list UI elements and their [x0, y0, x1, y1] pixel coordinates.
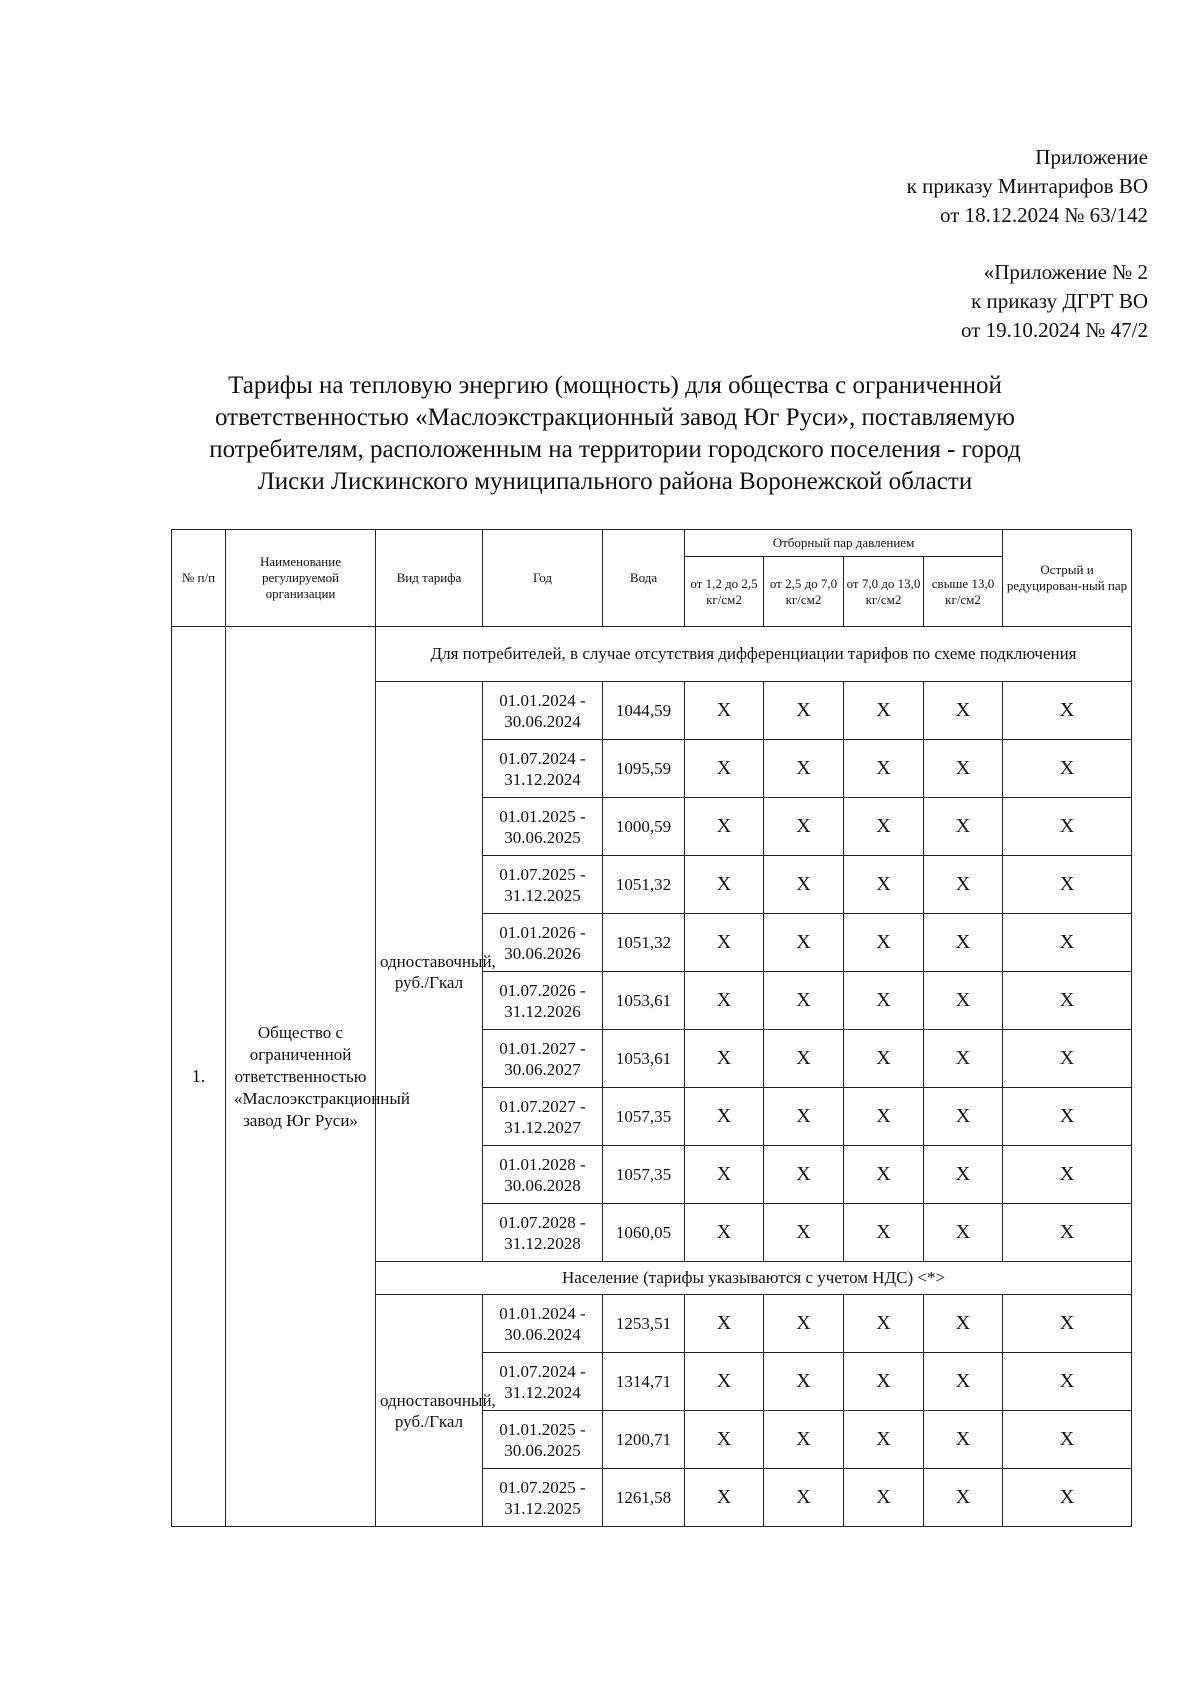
header-pressure-4: свыше 13,0 кг/см2 [924, 557, 1003, 627]
period-cell: 01.07.2026 - 31.12.2026 [483, 972, 603, 1030]
header-sharp-steam: Острый и редуцирован-ный пар [1003, 530, 1132, 627]
period-cell: 01.07.2027 - 31.12.2027 [483, 1088, 603, 1146]
period-cell: 01.07.2024 - 31.12.2024 [483, 740, 603, 798]
pressure-3-cell: X [844, 798, 924, 856]
water-tariff-cell: 1314,71 [603, 1353, 685, 1411]
pressure-3-cell: X [844, 1411, 924, 1469]
header-pressure-1: от 1,2 до 2,5 кг/см2 [685, 557, 764, 627]
water-tariff-cell: 1253,51 [603, 1295, 685, 1353]
appendix-header-line: Приложение [1035, 145, 1148, 169]
pressure-1-cell: X [685, 740, 764, 798]
prior-appendix-line: от 19.10.2024 № 47/2 [960, 318, 1148, 342]
sharp-steam-cell: X [1003, 1146, 1132, 1204]
sharp-steam-cell: X [1003, 798, 1132, 856]
pressure-4-cell: X [924, 914, 1003, 972]
sharp-steam-cell: X [1003, 1469, 1132, 1527]
period-cell: 01.01.2024 - 30.06.2024 [483, 682, 603, 740]
water-tariff-cell: 1095,59 [603, 740, 685, 798]
pressure-2-cell: X [764, 1411, 844, 1469]
water-tariff-cell: 1051,32 [603, 856, 685, 914]
water-tariff-cell: 1053,61 [603, 1030, 685, 1088]
pressure-2-cell: X [764, 1353, 844, 1411]
water-tariff-cell: 1057,35 [603, 1146, 685, 1204]
organization-name: Общество с ограниченной ответственностью «Маслоэкстракционный завод Юг Руси» [226, 627, 376, 1527]
appendix-header [907, 143, 1148, 230]
pressure-2-cell: X [764, 1146, 844, 1204]
header-num: № п/п [172, 530, 226, 627]
pressure-1-cell: X [685, 972, 764, 1030]
period-cell: 01.01.2026 - 30.06.2026 [483, 914, 603, 972]
pressure-2-cell: X [764, 1469, 844, 1527]
pressure-2-cell: X [764, 1088, 844, 1146]
header-year: Год [483, 530, 603, 627]
pressure-3-cell: X [844, 1030, 924, 1088]
appendix-header-line: от 18.12.2024 № 63/142 [939, 203, 1148, 227]
tariff-table [171, 529, 1132, 1527]
sharp-steam-cell: X [1003, 1411, 1132, 1469]
period-cell: 01.07.2024 - 31.12.2024 [483, 1353, 603, 1411]
pressure-3-cell: X [844, 1146, 924, 1204]
pressure-4-cell: X [924, 1204, 1003, 1262]
header-water: Вода [603, 530, 685, 627]
tariff-type-cell: одноставочный, руб./Гкал [376, 682, 483, 1262]
prior-appendix-line: к приказу ДГРТ ВО [971, 289, 1148, 313]
tariff-type-cell: одноставочный, руб./Гкал [376, 1295, 483, 1527]
sharp-steam-cell: X [1003, 740, 1132, 798]
pressure-1-cell: X [685, 1353, 764, 1411]
section-title: Для потребителей, в случае отсутствия дифференциации тарифов по схеме подключения [376, 627, 1132, 682]
pressure-1-cell: X [685, 1030, 764, 1088]
pressure-3-cell: X [844, 1469, 924, 1527]
period-cell: 01.07.2028 - 31.12.2028 [483, 1204, 603, 1262]
pressure-1-cell: X [685, 1146, 764, 1204]
header-pressure-3: от 7,0 до 13,0 кг/см2 [844, 557, 924, 627]
pressure-3-cell: X [844, 914, 924, 972]
pressure-4-cell: X [924, 1411, 1003, 1469]
water-tariff-cell: 1261,58 [603, 1469, 685, 1527]
pressure-2-cell: X [764, 972, 844, 1030]
pressure-4-cell: X [924, 1146, 1003, 1204]
pressure-2-cell: X [764, 740, 844, 798]
title-line: потребителям, расположенным на территории городского поселения - город [209, 436, 1021, 463]
prior-appendix-header [961, 258, 1148, 345]
header-org-name: Наименование регулируемой организации [226, 530, 376, 627]
pressure-1-cell: X [685, 1088, 764, 1146]
pressure-4-cell: X [924, 682, 1003, 740]
title-line: Тарифы на тепловую энергию (мощность) для общества с ограниченной [228, 372, 1002, 399]
period-cell: 01.07.2025 - 31.12.2025 [483, 1469, 603, 1527]
water-tariff-cell: 1060,05 [603, 1204, 685, 1262]
water-tariff-cell: 1051,32 [603, 914, 685, 972]
pressure-4-cell: X [924, 1030, 1003, 1088]
water-tariff-cell: 1057,35 [603, 1088, 685, 1146]
period-cell: 01.01.2027 - 30.06.2027 [483, 1030, 603, 1088]
pressure-3-cell: X [844, 1353, 924, 1411]
period-cell: 01.01.2025 - 30.06.2025 [483, 1411, 603, 1469]
pressure-3-cell: X [844, 972, 924, 1030]
period-cell: 01.01.2028 - 30.06.2028 [483, 1146, 603, 1204]
sharp-steam-cell: X [1003, 972, 1132, 1030]
pressure-1-cell: X [685, 798, 764, 856]
section-title: Население (тарифы указываются с учетом НДС) <*> [376, 1262, 1132, 1295]
row-number: 1. [172, 627, 226, 1527]
pressure-1-cell: X [685, 682, 764, 740]
pressure-2-cell: X [764, 914, 844, 972]
pressure-3-cell: X [844, 682, 924, 740]
header-tariff-type: Вид тарифа [376, 530, 483, 627]
pressure-1-cell: X [685, 1295, 764, 1353]
pressure-4-cell: X [924, 1295, 1003, 1353]
period-cell: 01.07.2025 - 31.12.2025 [483, 856, 603, 914]
sharp-steam-cell: X [1003, 1204, 1132, 1262]
pressure-4-cell: X [924, 856, 1003, 914]
header-pressure-2: от 2,5 до 7,0 кг/см2 [764, 557, 844, 627]
period-cell: 01.01.2024 - 30.06.2024 [483, 1295, 603, 1353]
pressure-1-cell: X [685, 1204, 764, 1262]
sharp-steam-cell: X [1003, 856, 1132, 914]
sharp-steam-cell: X [1003, 1088, 1132, 1146]
pressure-4-cell: X [924, 798, 1003, 856]
pressure-4-cell: X [924, 1088, 1003, 1146]
pressure-3-cell: X [844, 856, 924, 914]
sharp-steam-cell: X [1003, 914, 1132, 972]
sharp-steam-cell: X [1003, 1030, 1132, 1088]
pressure-2-cell: X [764, 1030, 844, 1088]
pressure-4-cell: X [924, 1353, 1003, 1411]
sharp-steam-cell: X [1003, 1353, 1132, 1411]
prior-appendix-line: «Приложение № 2 [983, 260, 1148, 284]
pressure-3-cell: X [844, 1204, 924, 1262]
pressure-1-cell: X [685, 856, 764, 914]
pressure-2-cell: X [764, 1295, 844, 1353]
water-tariff-cell: 1044,59 [603, 682, 685, 740]
water-tariff-cell: 1200,71 [603, 1411, 685, 1469]
pressure-1-cell: X [685, 1411, 764, 1469]
pressure-4-cell: X [924, 972, 1003, 1030]
pressure-3-cell: X [844, 1088, 924, 1146]
pressure-2-cell: X [764, 682, 844, 740]
document-title [150, 370, 1080, 498]
sharp-steam-cell: X [1003, 1295, 1132, 1353]
appendix-header-line: к приказу Минтарифов ВО [906, 174, 1148, 198]
title-line: ответственностью «Маслоэкстракционный завод Юг Руси», поставляемую [215, 404, 1015, 431]
water-tariff-cell: 1053,61 [603, 972, 685, 1030]
sharp-steam-cell: X [1003, 682, 1132, 740]
pressure-3-cell: X [844, 740, 924, 798]
pressure-1-cell: X [685, 1469, 764, 1527]
header-selected-steam: Отборный пар давлением [685, 530, 1003, 557]
pressure-2-cell: X [764, 856, 844, 914]
pressure-4-cell: X [924, 740, 1003, 798]
pressure-4-cell: X [924, 1469, 1003, 1527]
pressure-1-cell: X [685, 914, 764, 972]
pressure-2-cell: X [764, 798, 844, 856]
title-line: Лиски Лискинского муниципального района Воронежской области [257, 468, 973, 495]
water-tariff-cell: 1000,59 [603, 798, 685, 856]
pressure-3-cell: X [844, 1295, 924, 1353]
pressure-2-cell: X [764, 1204, 844, 1262]
period-cell: 01.01.2025 - 30.06.2025 [483, 798, 603, 856]
